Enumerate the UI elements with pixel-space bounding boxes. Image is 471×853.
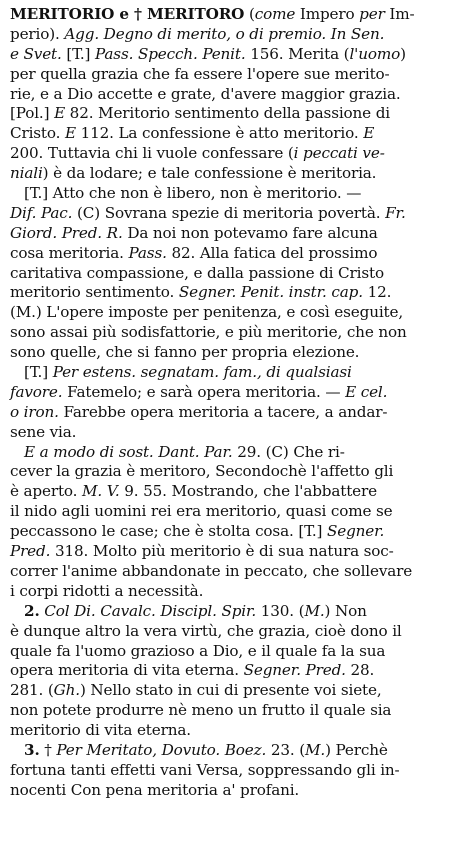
entry-line-3: e Svet. [T.] Pass. Specch. Penit. 156. Merita (l'uomo) bbox=[10, 44, 406, 63]
entry-line-23: E a modo di sost. Dant. Par. 29. (C) Che ri- bbox=[24, 442, 345, 461]
entry-line-24: cever la grazia è meritoro, Secondochè l'affetto gli bbox=[10, 462, 394, 481]
entry-line-19: [T.] Per estens. segnatam. fam., di qualsiasi bbox=[10, 363, 352, 382]
entry-line-37: meritorio di vita eterna. bbox=[10, 721, 191, 740]
entry-line-31: 2. Col Di. Cavalc. Discipl. Spir. 130. (M.) Non bbox=[24, 601, 367, 620]
entry-line-5: rie, e a Dio accette e grate, d'avere maggior grazia. bbox=[10, 84, 401, 103]
entry-line-34: opera meritoria di vita eterna. Segner. Pred. 28. bbox=[10, 661, 375, 680]
entry-line-30: i corpi ridotti a necessità. bbox=[10, 581, 204, 600]
entry-line-32: è dunque altro la vera virtù, che grazia, cioè dono il bbox=[10, 621, 402, 640]
entry-line-4: per quella grazia che fa essere l'opere sue merito- bbox=[10, 64, 390, 83]
entry-line-21: o iron. Farebbe opera meritoria a tacere, a andar- bbox=[10, 402, 388, 421]
entry-line-27: peccassono le case; che è stolta cosa. [T.] Segner. bbox=[10, 522, 385, 541]
entry-line-16: (M.) L'opere imposte per penitenza, e così eseguite, bbox=[10, 303, 404, 322]
entry-line-36: non potete produrre nè meno un frutto il quale sia bbox=[10, 701, 392, 720]
entry-line-2: perio). Agg. Degno di merito, o di premio. In Sen. bbox=[10, 24, 385, 43]
entry-line-33: quale fa l'uomo grazioso a Dio, e il quale fa la sua bbox=[10, 641, 386, 660]
entry-line-9: niali) è da lodare; e tale confessione è meritoria. bbox=[10, 164, 377, 183]
headword: MERITORIO e † MERITORO bbox=[10, 5, 245, 23]
entry-line-20: favore. Fatemelo; e sarà opera meritoria. — E cel. bbox=[10, 382, 388, 401]
entry-line-22: sene via. bbox=[10, 422, 77, 441]
entry-line-13: cosa meritoria. Pass. 82. Alla fatica del prossimo bbox=[10, 243, 378, 262]
entry-line-15: meritorio sentimento. Segner. Penit. instr. cap. 12. bbox=[10, 283, 392, 302]
entry-line-26: il nido agli uomini rei era meritorio, quasi come se bbox=[10, 502, 393, 521]
entry-line-40: nocenti Con pena meritoria a' profani. bbox=[10, 780, 300, 799]
entry-line-18: sono quelle, che si fanno per propria elezione. bbox=[10, 343, 360, 362]
entry-line-11: Dif. Pac. (C) Sovrana spezie di meritoria povertà. Fr. bbox=[10, 203, 406, 222]
entry-line-25: è aperto. M. V. 9. 55. Mostrando, che l'abbattere bbox=[10, 482, 377, 501]
entry-line-29: correr l'anime abbandonate in peccato, che sollevare bbox=[10, 561, 413, 580]
entry-line-8: 200. Tuttavia chi li vuole confessare (i peccati ve- bbox=[10, 144, 385, 163]
entry-line-6: [Pol.] E 82. Meritorio sentimento della passione di bbox=[10, 104, 390, 123]
entry-line-28: Pred. 318. Molto più meritorio è di sua natura soc- bbox=[10, 542, 394, 561]
entry-line-12: Giord. Pred. R. Da noi non potevamo fare alcuna bbox=[10, 223, 378, 242]
entry-line-39: fortuna tanti effetti vani Versa, soppressando gli in- bbox=[10, 760, 400, 779]
entry-line-17: sono assai più sodisfattorie, e più meritorie, che non bbox=[10, 323, 407, 342]
entry-line-7: Cristo. E 112. La confessione è atto meritorio. E bbox=[10, 124, 375, 143]
entry-line-10: [T.] Atto che non è libero, non è meritorio. — bbox=[10, 184, 362, 203]
entry-line-38: 3. † Per Meritato, Dovuto. Boez. 23. (M.) Perchè bbox=[24, 740, 388, 759]
entry-line-1: MERITORIO e † MERITORO (come Impero per Im- bbox=[10, 5, 415, 23]
entry-line-14: caritativa compassione, e dalla passione di Cristo bbox=[10, 263, 384, 282]
entry-line-35: 281. (Gh.) Nello stato in cui di presente voi siete, bbox=[10, 681, 382, 700]
